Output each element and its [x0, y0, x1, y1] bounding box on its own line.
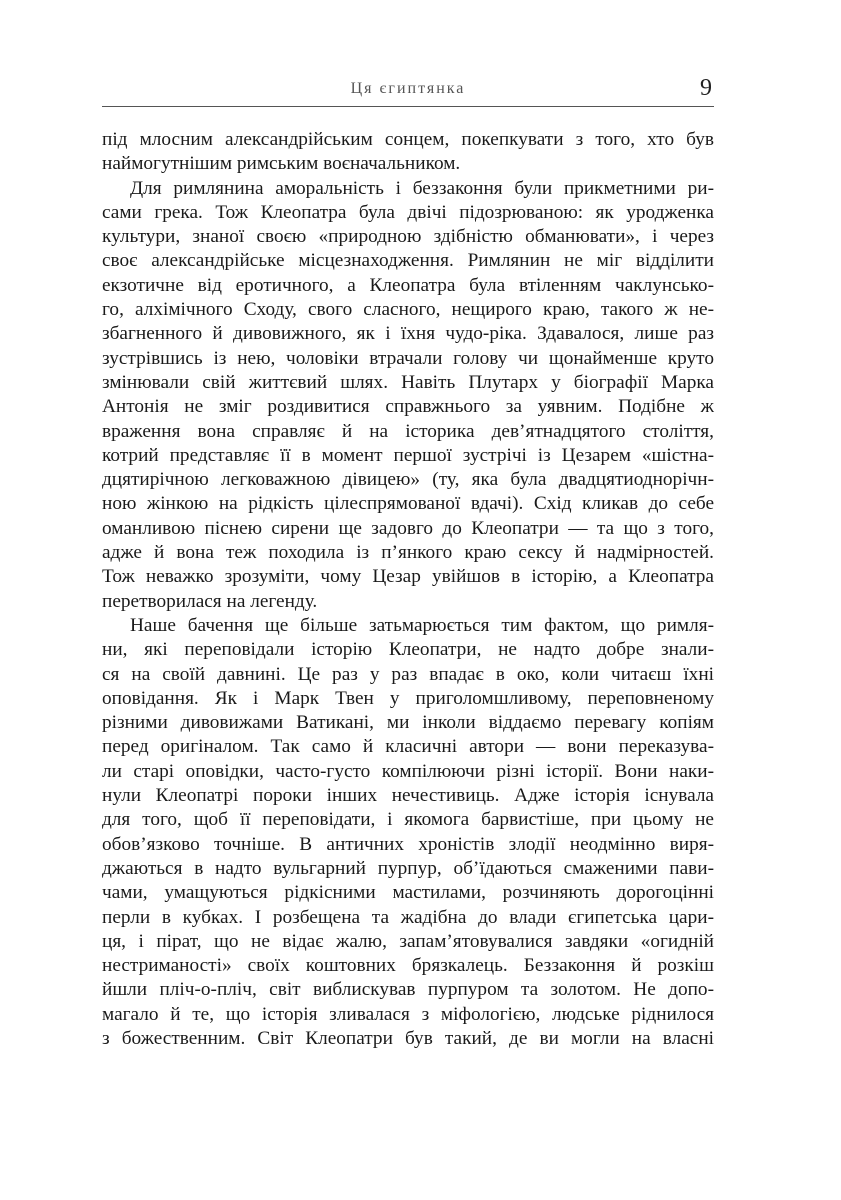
- text-line: перед оригіналом. Так само й класичні автори — вони переказува-: [102, 736, 714, 758]
- text-line: нули Клеопатрі пороки інших нечестивиць. Адже історія існувала: [102, 785, 714, 807]
- text-line: йшли пліч-о-пліч, світ виблискував пурпуром та золотом. Не допо-: [102, 979, 714, 1001]
- text-line: сами грека. Тож Клеопатра була двічі підозрюваною: як уродженка: [102, 201, 714, 223]
- text-line: магало й те, що історія зливалася з міфологією, людське ріднилося: [102, 1003, 714, 1025]
- text-line: джаються в надто вульгарний пурпур, об’їдаються смаженими пави-: [102, 857, 714, 879]
- text-line: культури, знаної своєю «природною здібністю обманювати», і через: [102, 226, 714, 248]
- text-line: ни, які переповідали історію Клеопатри, не надто добре знали-: [102, 639, 714, 661]
- paragraph: [102, 614, 714, 1051]
- text-line: змінювали свій життєвий шлях. Навіть Плутарх у біографії Марка: [102, 371, 714, 393]
- text-line: наймогутнішим римським воєначальником.: [102, 153, 461, 175]
- text-line: під млосним александрійським сонцем, покепкувати з того, хто був: [102, 129, 714, 150]
- text-line: дцятирічною легковажною дівицею» (ту, яка була двадцятиоднорічн-: [102, 469, 714, 491]
- text-line: котрий представляє її в момент першої зустрічі із Цезарем «шістна-: [102, 444, 714, 466]
- text-line: для того, щоб її переповідати, і якомога барвистіше, при цьому не: [102, 809, 714, 831]
- text-line: нестриманості» своїх коштовних брязкалець. Беззаконня й розкіш: [102, 955, 714, 977]
- text-line: чами, умащуються рідкісними мастилами, розчиняють дорогоцінні: [102, 882, 714, 904]
- text-line: екзотичне від еротичного, а Клеопатра була втіленням чаклунсько-: [102, 274, 714, 296]
- text-line: ли старі оповідки, часто-густо компілюючи різні історії. Вони наки-: [102, 760, 714, 782]
- text-line: перли в кубках. І розбещена та жадібна до влади єгипетська цари-: [102, 906, 714, 928]
- text-line: Тож неважко зрозуміти, чому Цезар увійшов в історію, а Клеопатра: [102, 566, 714, 588]
- text-line: враження вона справляє й на історика дев’ятнадцятого століття,: [102, 420, 714, 442]
- text-line: обов’язково точніше. В античних хроністів злодії неодмінно виря-: [102, 833, 714, 855]
- text-line: збагненного й дивовижного, як і їхня чудо-ріка. Здавалося, лише раз: [102, 323, 714, 345]
- running-title: Ця єгиптянка: [350, 80, 466, 97]
- text-line: оманливою піснею сирени ще задовго до Клеопатри — та що з того,: [102, 517, 714, 539]
- text-line: різними дивовижами Ватикані, ми інколи віддаємо перевагу копіям: [102, 712, 714, 734]
- text-line: з божественним. Світ Клеопатри був такий, де ви могли на власні: [102, 1027, 714, 1049]
- paragraph: [102, 177, 714, 614]
- text-line: перетворилася на легенду.: [102, 590, 318, 612]
- text-line: ся на своїй давнині. Це раз у раз впадає в око, коли читаєш їхні: [102, 663, 714, 685]
- running-head: [102, 75, 714, 107]
- page-number: 9: [700, 75, 712, 101]
- paragraph: [102, 128, 714, 177]
- text-line: оповідання. Як і Марк Твен у приголомшливому, переповненому: [102, 687, 714, 709]
- text-line: Наше бачення ще більше затьмарюється тим фактом, що римля-: [130, 614, 714, 636]
- text-line: Для римлянина аморальність і беззаконня були прикметними ри-: [130, 177, 714, 199]
- text-line: го, алхімічного Сходу, свого сласного, нещирого краю, такого ж не-: [102, 299, 714, 321]
- text-line: ною жінкою на рідкість цілеспрямованої вдачі). Схід кликав до себе: [102, 493, 714, 515]
- text-line: ця, і пірат, що не відає жалю, запам’ятовувалися завдяки «огидній: [102, 930, 714, 952]
- text-line: адже й вона теж походила із п’янкого краю сексу й надмірностей.: [102, 542, 714, 564]
- body-text: [102, 128, 714, 1051]
- text-line: своє александрійське місцезнаходження. Римлянин не міг відділити: [102, 250, 714, 272]
- text-line: Антонія не зміг роздивитися справжнього за уявним. Подібне ж: [102, 396, 714, 418]
- text-line: зустрівшись із нею, чоловіки втрачали голову чи щонайменше круто: [102, 347, 714, 369]
